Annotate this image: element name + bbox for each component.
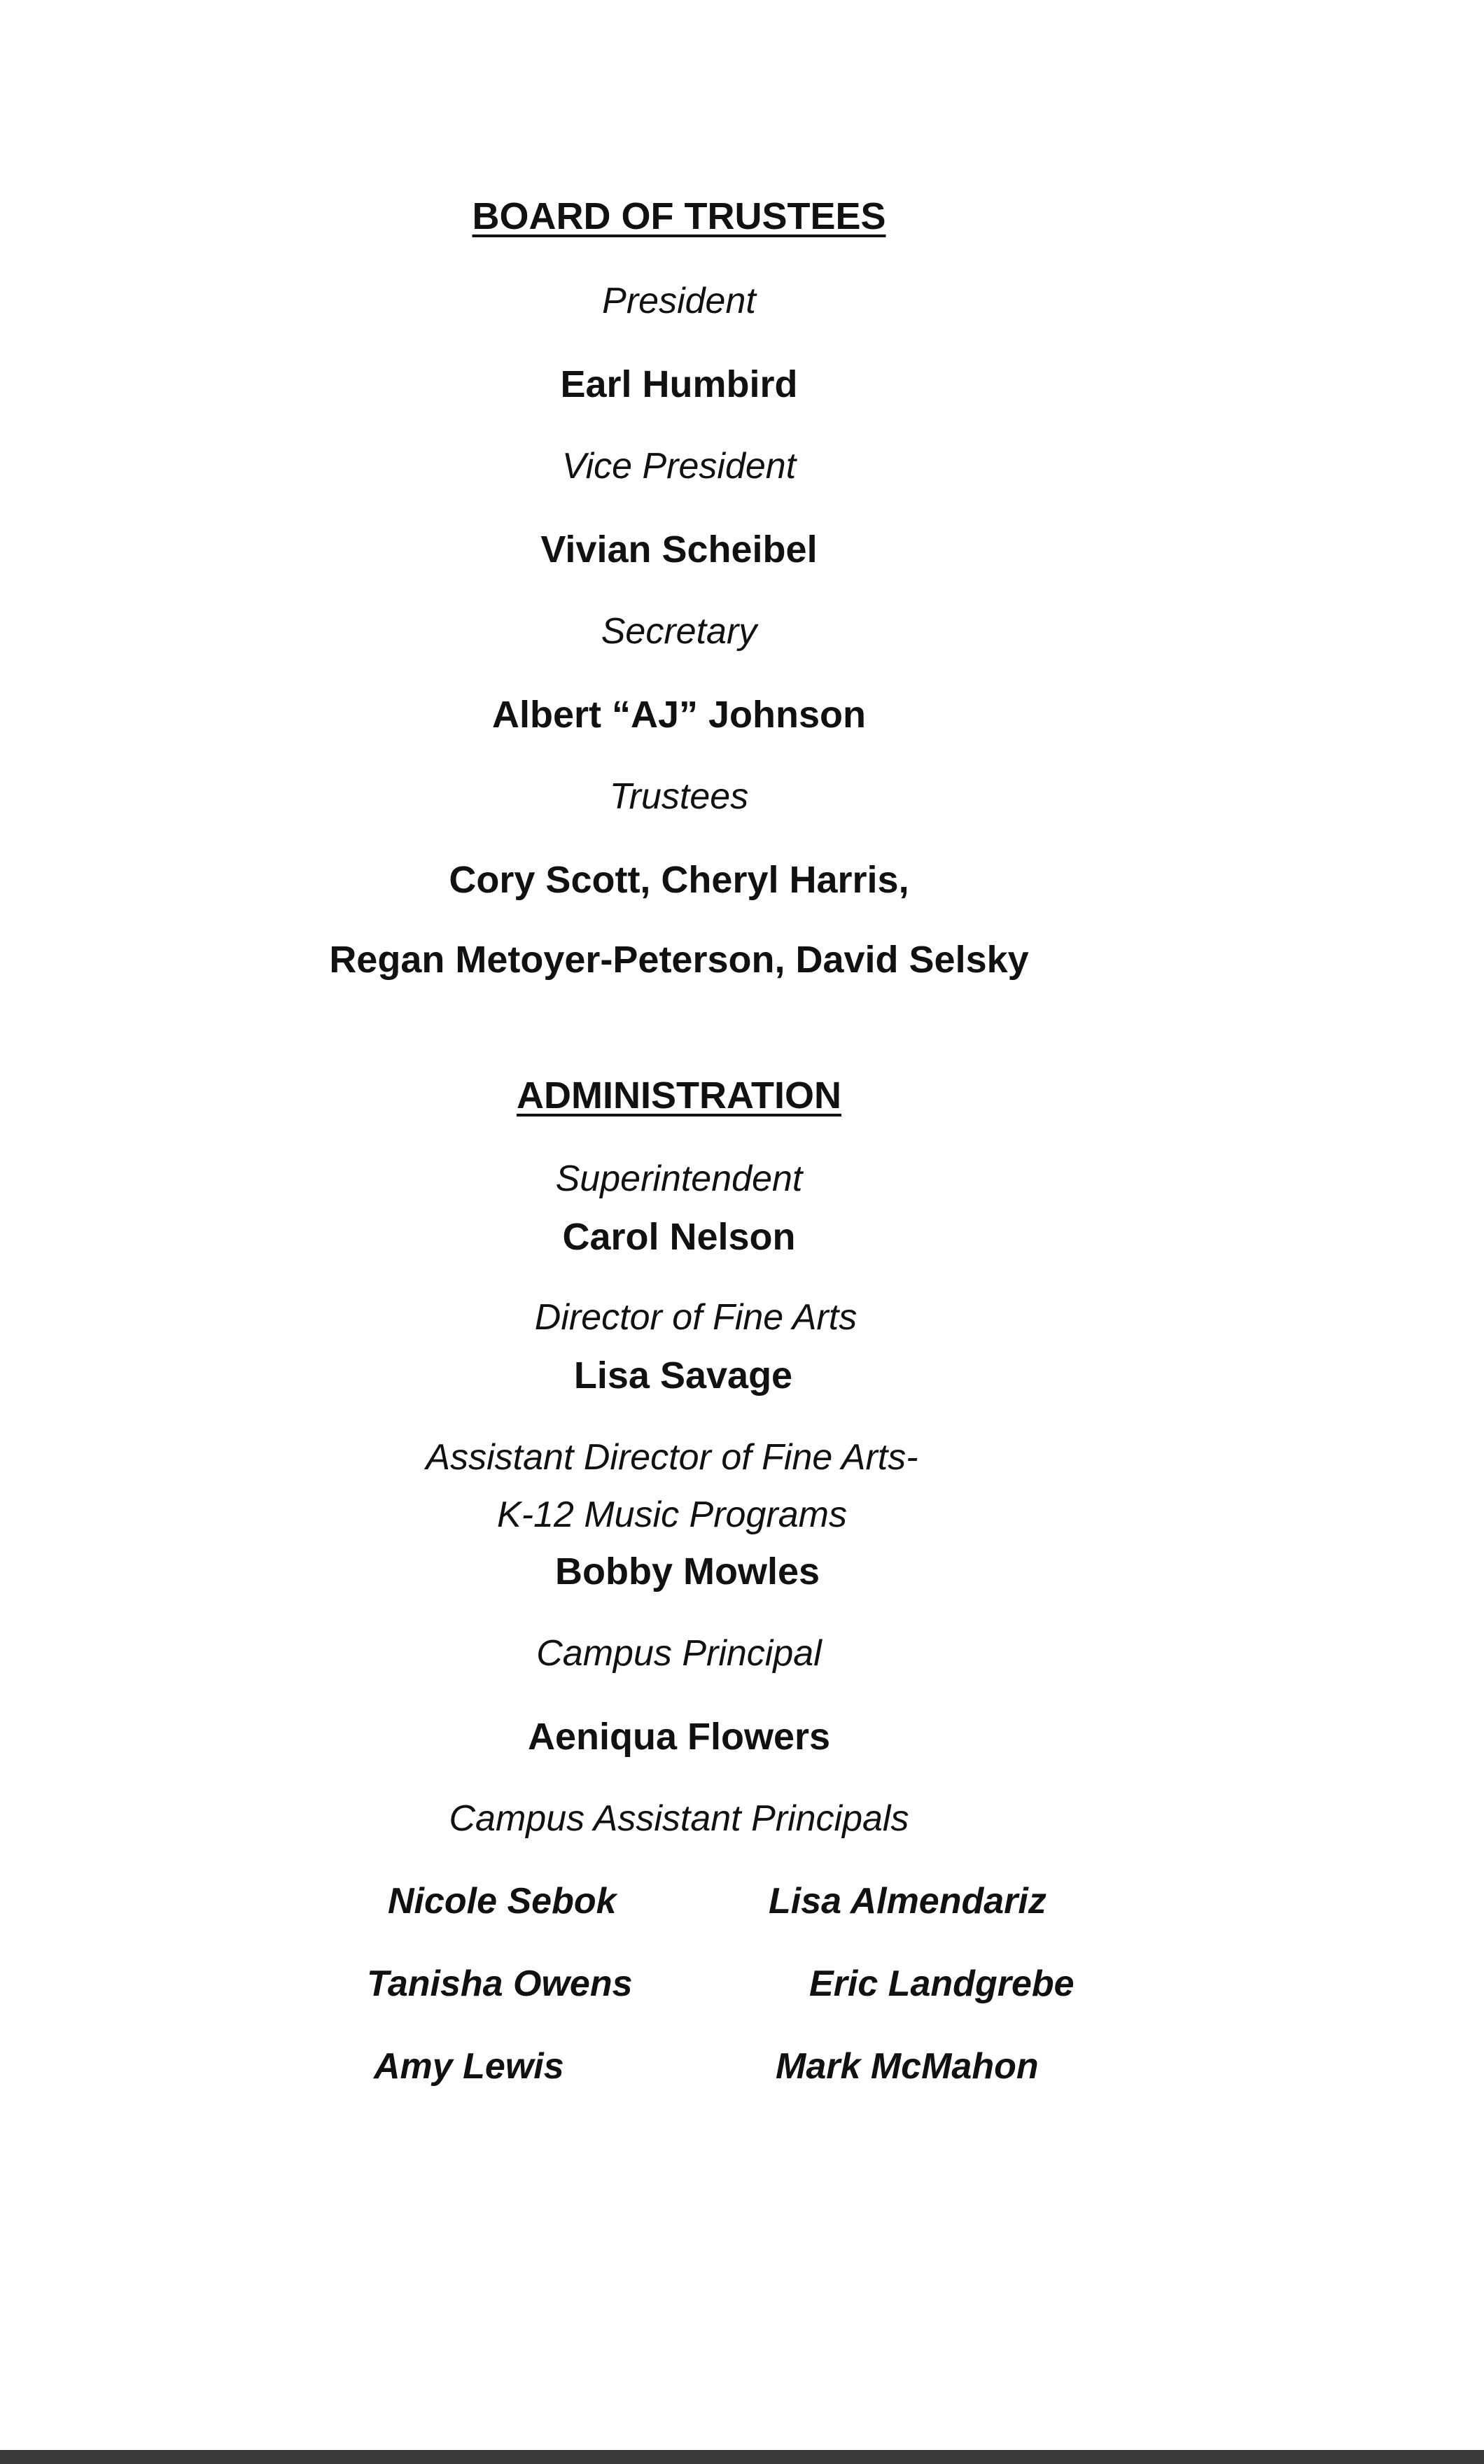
assistant-principal-name: Lisa Almendariz (769, 1881, 1046, 1921)
superintendent-title: Superintendent (555, 1158, 803, 1199)
campus-principal-title: Campus Principal (536, 1633, 822, 1674)
administration-heading: ADMINISTRATION (517, 1074, 841, 1116)
campus-principal-name: Aeniqua Flowers (527, 1716, 831, 1758)
superintendent-name: Carol Nelson (562, 1216, 796, 1258)
director-fine-arts-name: Lisa Savage (573, 1354, 793, 1396)
assistant-director-title-line1: Assistant Director of Fine Arts- (426, 1437, 918, 1478)
vice-president-title: Vice President (561, 446, 797, 486)
trustees-names-line2: Regan Metoyer-Peterson, David Selsky (329, 939, 1029, 981)
assistant-principal-name: Eric Landgrebe (809, 1963, 1074, 2004)
vice-president-name: Vivian Scheibel (540, 528, 818, 570)
secretary-title: Secretary (601, 611, 757, 652)
assistant-principals-title: Campus Assistant Principals (449, 1798, 909, 1839)
viewer-bottom-bar (0, 2450, 1484, 2464)
director-fine-arts-title: Director of Fine Arts (534, 1297, 858, 1338)
assistant-principal-name: Mark McMahon (776, 2046, 1039, 2087)
trustees-names-line1: Cory Scott, Cheryl Harris, (449, 859, 909, 901)
board-heading: BOARD OF TRUSTEES (472, 195, 886, 237)
trustees-title: Trustees (609, 776, 749, 817)
assistant-principal-name: Amy Lewis (374, 2046, 564, 2087)
secretary-name: Albert “AJ” Johnson (491, 694, 867, 736)
assistant-director-name: Bobby Mowles (554, 1550, 820, 1592)
president-name: Earl Humbird (560, 363, 798, 405)
president-title: President (602, 281, 756, 321)
assistant-principal-name: Nicole Sebok (388, 1881, 617, 1921)
assistant-principal-name: Tanisha Owens (367, 1963, 633, 2004)
assistant-director-title-line2: K-12 Music Programs (497, 1494, 847, 1535)
